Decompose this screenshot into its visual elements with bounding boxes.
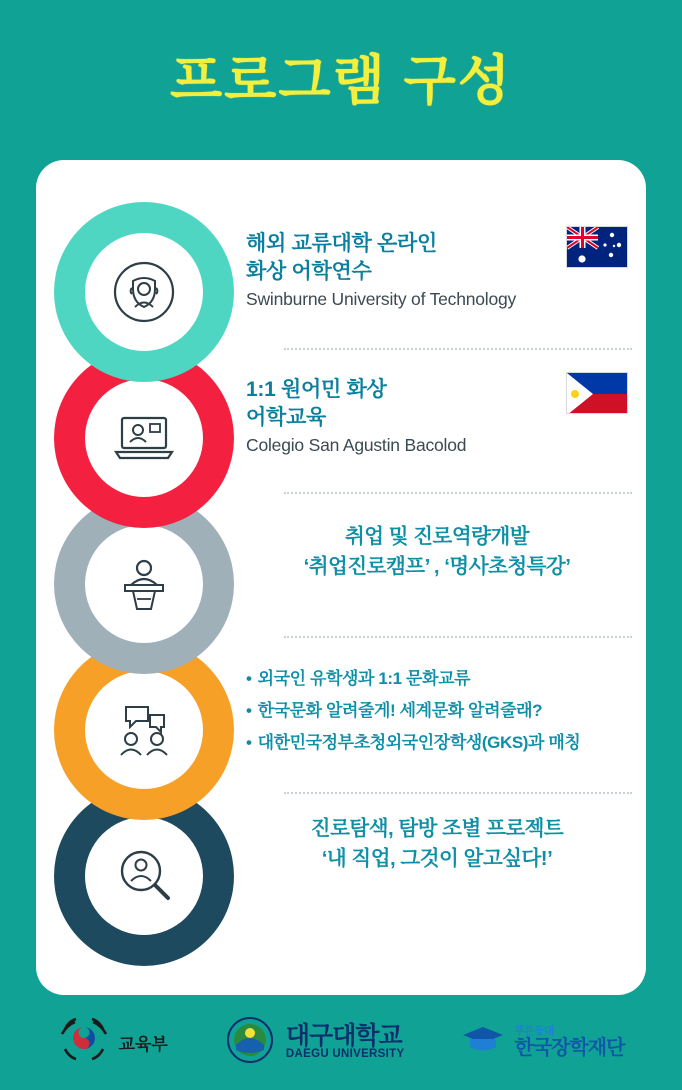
- ring-inner-3: [85, 525, 203, 643]
- ministry-label: 교육부: [118, 1035, 168, 1054]
- taegeuk-icon: [58, 1017, 110, 1068]
- ring-inner-5: [85, 817, 203, 935]
- philippines-flag: [566, 372, 628, 414]
- text-column: [246, 786, 646, 873]
- bullet-list: [246, 668, 632, 755]
- logo-daegu-university: [223, 1015, 405, 1070]
- student-headset-icon: [113, 261, 175, 323]
- kosaf-label: 한국장학재단: [514, 1036, 625, 1059]
- ring-inner-2: [85, 379, 203, 497]
- item-heading-line2: 화상 어학연수: [246, 259, 372, 283]
- ring-column: [36, 202, 246, 348]
- logo-ministry-of-education: [58, 1017, 168, 1068]
- australia-flag: [566, 226, 628, 268]
- page-title: 프로그램 구성: [170, 51, 512, 111]
- people-chat-icon: [112, 701, 176, 759]
- item-subtitle: Colegio San Agustin Bacolod: [246, 435, 467, 456]
- item-heading-line2: ‘취업진로캠프’ , ‘명사초청특강’: [303, 554, 571, 578]
- program-list: [36, 160, 646, 932]
- content-card: [36, 160, 646, 995]
- ring-inner-4: [85, 671, 203, 789]
- item-subtitle: Swinburne University of Technology: [246, 289, 517, 310]
- kosaf-sublabel: 푸른등대: [514, 1025, 554, 1038]
- lecture-podium-icon: [113, 555, 175, 613]
- list-item: [36, 202, 646, 348]
- item-heading-line1: 취업 및 진로역량개발: [344, 525, 530, 548]
- text-column: [246, 202, 646, 310]
- daegu-name-en: DAEGU UNIVERSITY: [285, 1048, 405, 1061]
- item-heading-line1: 1:1 원어민 화상: [246, 378, 387, 401]
- text-column: [246, 494, 646, 581]
- item-heading-line2: 어학교육: [246, 405, 326, 429]
- daegu-name-kr: 대구대학교: [285, 1022, 402, 1051]
- daegu-text-block: [286, 1024, 405, 1061]
- logo-kosaf: [460, 1021, 625, 1064]
- kosaf-text-block: [515, 1026, 625, 1058]
- divider: [284, 636, 632, 638]
- list-item-bullet: • 외국인 유학생과 1:1 문화교류: [246, 668, 632, 691]
- list-item-bullet: • 한국문화 알려줄게! 세계문화 알려줄래?: [246, 700, 632, 723]
- ring-badge-1: [54, 202, 234, 382]
- person-magnifier-icon: [113, 845, 175, 907]
- text-column: [246, 348, 646, 456]
- item-heading-line2: ‘내 직업, 그것이 알고싶다!’: [321, 846, 553, 870]
- laptop-video-call-icon: [112, 410, 176, 466]
- graduation-cap-icon: [460, 1021, 506, 1064]
- daegu-seal-icon: [223, 1015, 277, 1070]
- list-item-bullet: • 대한민국정부초청외국인장학생(GKS)과 매칭: [246, 732, 632, 755]
- item-heading-line1: 해외 교류대학 온라인: [246, 232, 437, 255]
- item-heading-line1: 진로탐색, 탐방 조별 프로젝트: [310, 817, 564, 840]
- footer-logos: [0, 995, 682, 1090]
- text-column: [246, 640, 646, 764]
- ring-inner-1: [85, 233, 203, 351]
